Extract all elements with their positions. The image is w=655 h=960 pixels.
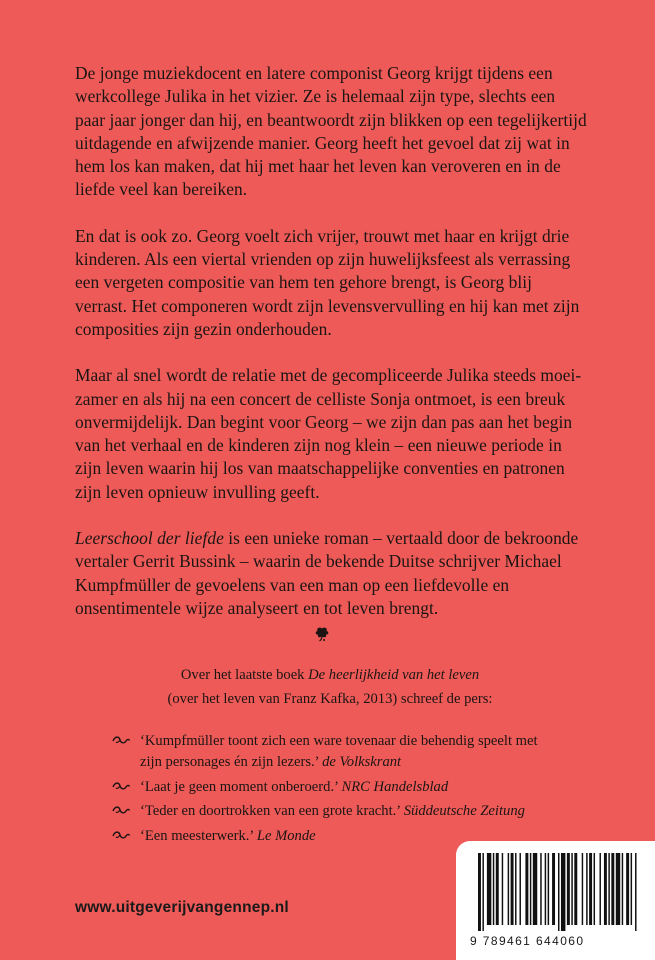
- barcode-bar: [525, 853, 528, 925]
- barcode-bar: [482, 853, 483, 931]
- barcode-bar: [508, 853, 509, 925]
- barcode-bar: [608, 853, 609, 925]
- barcode-bar: [519, 853, 520, 925]
- press-quote-3: [112, 801, 552, 822]
- barcode-bar: [586, 853, 587, 925]
- barcode-bar: [530, 853, 531, 925]
- press-intro: [80, 664, 580, 711]
- quote-text: ‘Kumpfmüller toont zich een ware tovenaar die behendig speelt met zijn personages én zijn lezers.’: [140, 733, 538, 770]
- barcode-bar: [540, 853, 541, 925]
- press-intro-prefix: Over het laatste boek: [180, 667, 309, 683]
- press-quote-2: [112, 777, 552, 798]
- quote-text: ‘Teder en doortrokken van een grote kracht.’: [140, 803, 404, 820]
- blurb-paragraph-2: En dat is ook zo. Georg voelt zich vrijer, trouwt met haar en krijgt drie kinderen. Als een viertal vrienden op zijn huwelijksfeest als verrassing een vergeten compositie van hem ten gehore brengt, is Georg blij verrast. Het componeren wordt zijn levensvervulling en hij kan met zijn composities zijn gezin onderhouden.: [75, 225, 580, 339]
- barcode-bar: [574, 853, 577, 925]
- barcode-bar: [616, 853, 620, 925]
- quote-source: Le Monde: [256, 828, 316, 845]
- blurb-paragraph-4-body: is een unieke roman – vertaald door de bekroonde vertaler Gerrit Bussink – waarin de bekende Duitse schrijver Michael Kumpfmüller de gevoelens van een man op een liefdevolle en onsentimentele wijze analyseert en tot leven brengt.: [75, 528, 579, 618]
- book-title: Leerschool der liefde: [75, 528, 224, 549]
- barcode-bar: [626, 853, 629, 925]
- barcode-bar: [567, 853, 570, 925]
- blurb-text: [75, 62, 587, 620]
- barcode-bar: [582, 853, 583, 925]
- barcode-bar: [631, 853, 632, 925]
- barcode-bar: [487, 853, 491, 925]
- quote-text: ‘Laat je geen moment onberoerd.’: [140, 778, 342, 795]
- swirl-bullet-icon: [112, 780, 130, 792]
- barcode-bar: [533, 853, 537, 925]
- barcode-bar: [511, 853, 514, 925]
- barcode-bar: [496, 853, 499, 925]
- fleuron-icon: [314, 626, 330, 642]
- barcode-bar: [561, 853, 565, 931]
- barcode-bar: [635, 853, 636, 931]
- barcode-bar: [558, 853, 559, 931]
- barcode-bar: [571, 853, 572, 925]
- press-quotes: [112, 731, 552, 851]
- barcode-bar: [502, 853, 503, 925]
- barcode-panel: [456, 841, 655, 960]
- press-intro-line-1: [80, 664, 580, 688]
- quote-source: de Volkskrant: [322, 753, 402, 770]
- press-intro-line-2: (over het leven van Franz Kafka, 2013) schreef de pers:: [167, 690, 493, 707]
- barcode-bar: [478, 853, 481, 931]
- blurb-paragraph-3: Maar al snel wordt de relatie met de gecompliceerde Julika steeds moeizamer en als hij na een concert de celliste Sonja ontmoet, is een breuk onvermijdelijk. Dan begint voor Georg – we zijn dan pas aan het begin van het verhaal en de kinderen zijn nog klein – een nieuwe periode in zijn leven waarin hij los van maatschappelijke conventies en patronen zijn leven opnieuw invulling geeft.: [75, 365, 582, 502]
- barcode-bar: [589, 853, 592, 925]
- blurb-paragraph-4: [75, 527, 587, 620]
- barcode-bar: [622, 853, 623, 925]
- barcode-icon: [478, 853, 638, 931]
- quote-text: ‘Een meesterwerk.’: [140, 828, 257, 845]
- barcode-bar: [548, 853, 549, 925]
- swirl-bullet-icon: [112, 734, 130, 746]
- blurb-paragraph-1: De jonge muziekdocent en latere componist Georg krijgt tijdens een werkcollege Julika in het vizier. Ze is helemaal zijn type, slechts een paar jaar jonger dan hij, en beantwoordt zijn blikken op een tegelijkertijd uitdagende en afwijzende manier. Georg heeft het gevoel dat zij wat in hem los kan maken, dat hij met haar het leven kan veroveren en in de liefde veel kan bereiken.: [75, 63, 587, 200]
- isbn-number: 9 789461 644060: [470, 934, 585, 948]
- publisher-website[interactable]: www.uitgeverijvangennep.nl: [75, 899, 289, 916]
- barcode-bar: [493, 853, 494, 925]
- barcode-bar: [552, 853, 555, 925]
- barcode-bar: [545, 853, 546, 925]
- swirl-bullet-icon: [112, 829, 130, 841]
- barcode-bar: [515, 853, 516, 925]
- swirl-bullet-icon: [112, 804, 130, 816]
- quote-source: Süddeutsche Zeitung: [403, 803, 525, 820]
- press-quote-1: [112, 731, 552, 773]
- barcode-bar: [599, 853, 600, 925]
- barcode-bar: [594, 853, 595, 925]
- barcode-bar: [611, 853, 614, 925]
- barcode-bar: [604, 853, 607, 925]
- quote-source: NRC Handelsblad: [341, 778, 449, 795]
- previous-book-title: De heerlijkheid van het leven: [308, 667, 480, 683]
